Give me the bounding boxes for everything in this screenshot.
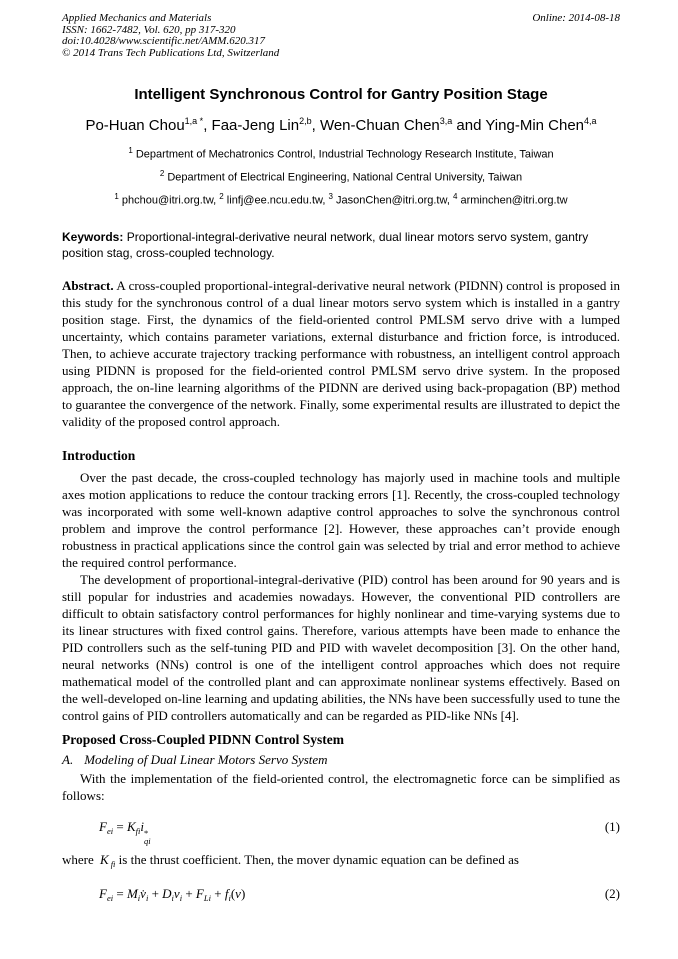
math-token: F <box>99 885 107 901</box>
affiliation-text: Department of Mechatronics Control, Industrial Technology Research Institute, Taiwan <box>132 148 554 161</box>
subsection-label: A. <box>62 751 74 767</box>
math-subscript: i <box>137 892 141 903</box>
affiliations-block <box>62 144 620 184</box>
section-heading-proposed: Proposed Cross-Coupled PIDNN Control System <box>62 731 345 747</box>
math-token: f <box>224 885 229 901</box>
math-token: i <box>140 818 144 834</box>
email-text: linfj@ee.ncu.edu.tw, <box>223 194 329 207</box>
journal-header <box>62 13 620 59</box>
subsection-title: Modeling of Dual Linear Motors Servo System <box>84 751 328 767</box>
lead-paragraph: With the implementation of the field-oriented control, the electromagnetic force can be simplified as follows: <box>62 770 620 803</box>
email-text: arminchen@itri.org.tw <box>457 194 568 207</box>
math-token: K <box>126 818 136 834</box>
affiliation-2 <box>62 167 620 185</box>
where-variable-subscript: fi <box>110 858 116 869</box>
math-token: M <box>126 885 138 901</box>
abstract-label: Abstract. <box>62 277 114 293</box>
math-token: F <box>195 885 204 901</box>
author-superscript: 4,a <box>584 116 597 126</box>
paper-title: Intelligent Synchronous Control for Gantry Position Stage <box>134 86 548 103</box>
keywords-text: Proportional-integral-derivative neural network, dual linear motors servo system, gantry position stag, cross-coupled technology. <box>62 229 589 260</box>
author-name: Wen-Chuan Chen <box>319 117 440 134</box>
math-subscript: ei <box>106 825 114 836</box>
author-superscript: 2,b <box>299 116 312 126</box>
email-text: phchou@itri.org.tw, <box>118 194 220 207</box>
email-superscript: 3 <box>328 192 333 202</box>
math-subscript: fi <box>135 825 141 836</box>
author-separator: and <box>452 117 486 134</box>
equation-2-math <box>99 885 245 903</box>
email-text: JasonChen@itri.org.tw, <box>332 194 453 207</box>
equation-1-math <box>99 818 151 846</box>
email-superscript: 1 <box>114 192 119 202</box>
where-pre-text: where <box>62 851 98 867</box>
where-line <box>62 851 620 868</box>
math-token: + <box>182 885 196 901</box>
math-token: D <box>162 885 172 901</box>
math-subscript: Li <box>203 892 211 903</box>
math-token: v <box>235 885 241 901</box>
equation-2-number: (2) <box>604 885 620 901</box>
author-superscript: 1,a * <box>184 116 204 126</box>
math-subscript: i <box>171 892 174 903</box>
math-token: v <box>173 885 180 901</box>
journal-copyright-line: © 2014 Trans Tech Publications Ltd, Switzerland <box>62 46 280 59</box>
math-token: ) <box>240 885 246 901</box>
author-name: Ying-Min Chen <box>485 117 585 134</box>
math-superscript: * <box>143 827 149 838</box>
equation-1-number: (1) <box>604 818 620 834</box>
intro-paragraph-2: The development of proportional-integral-derivative (PID) control has been around for 90 years and is still popular for industries and academies nowadays. However, the conventional PID controllers are difficult to obtain satisfactory control performances for highly nonlinear and time-varying systems due to its linear structures with fixed control gains. Therefore, various attempts have been made to enhance the PID controllers such as the self-tuning PID and PID with wavelet decomposition [3]. On the other hand, neural networks (NNs) control is one of the intelligent control approaches which does not require mathematical model of the controlled plant and can approximate nonlinear systems effectively. Based on the well-developed on-line learning and updating abilities, the NNs have been successfully used to tune the control gains of PID controllers automatically and can be regarded as PID-like NNs [4]. <box>62 571 620 723</box>
math-token: ( <box>230 885 236 901</box>
math-subscript: i <box>179 892 183 903</box>
intro-paragraph-1: Over the past decade, the cross-coupled technology has majorly used in machine tools and multiple axes motion applications to reduce the contour tracking errors [1]. Recently, the cross-coupled technology was incorporated with some well-known adaptive control approaches to solve the synchronous control problem and improve the control performance [2]. However, these approaches can’t provide enough robustness in practical applications since the control gain was selected by trial and error method to achieve the required control performance. <box>62 469 620 570</box>
abstract-text: A cross-coupled proportional-integral-derivative neural network (PIDNN) control is proposed in this study for the synchronous control of a dual linear motors servo system which is installed in a gantry position stage. First, the dynamics of the field-oriented control PMLSM servo drive with a lumped uncertainty, which contains parameter variations, external disturbance and friction force, is introduced. Then, to achieve accurate trajectory tracking performance with robustness, an intelligent control approach using PIDNN is proposed for the field-oriented control PMLSM servo drive system. In the proposed approach, the on-line learning algorithms of the PIDNN are derived using back-propagation (BP) method to guarantee the convergence of the network. Finally, some experimental results are illustrated to depict the validity of the proposed control approach. <box>62 277 620 429</box>
math-token: + <box>148 885 163 901</box>
affiliation-text: Department of Electrical Engineering, National Central University, Taiwan <box>164 171 523 184</box>
keywords-label: Keywords: <box>62 229 124 244</box>
author-separator: , <box>203 117 212 134</box>
math-supsub-stack <box>144 829 151 846</box>
journal-name: Applied Mechanics and Materials <box>62 12 212 24</box>
math-token: v̇ <box>140 885 146 901</box>
abstract-paragraph <box>62 277 620 430</box>
journal-doi-line: doi:10.4028/www.scientific.net/AMM.620.317 <box>62 35 265 47</box>
author-name: Faa-Jeng Lin <box>211 117 300 134</box>
online-date: Online: 2014-08-18 <box>532 12 620 24</box>
math-token: = <box>113 885 127 901</box>
journal-header-left <box>62 13 279 59</box>
where-variable: K <box>100 851 109 867</box>
subsection-a <box>62 751 620 768</box>
math-subscript: i <box>228 892 231 903</box>
emails-line <box>62 190 620 208</box>
affiliation-1 <box>62 144 620 162</box>
author-name: Po-Huan Chou <box>85 117 185 134</box>
authors-line <box>62 112 620 135</box>
math-token: = <box>113 818 127 834</box>
math-token: + <box>210 885 225 901</box>
math-subscript: qi <box>143 836 151 847</box>
section-heading-introduction: Introduction <box>62 447 136 463</box>
affiliation-superscript: 1 <box>128 146 133 155</box>
equation-2-row <box>99 885 620 903</box>
math-subscript: ei <box>106 892 114 903</box>
math-subscript: i <box>145 892 149 903</box>
affiliation-superscript: 2 <box>159 168 165 178</box>
journal-issn-line: ISSN: 1662-7482, Vol. 620, pp 317-320 <box>62 23 236 36</box>
email-superscript: 2 <box>219 192 224 202</box>
math-token: F <box>99 818 107 834</box>
author-separator: , <box>311 117 320 134</box>
where-post-text: is the thrust coefficient. Then, the mover dynamic equation can be defined as <box>115 851 519 867</box>
keywords-paragraph <box>62 229 620 261</box>
equation-1-row <box>99 818 620 846</box>
author-superscript: 3,a <box>439 116 453 126</box>
email-superscript: 4 <box>452 192 458 202</box>
